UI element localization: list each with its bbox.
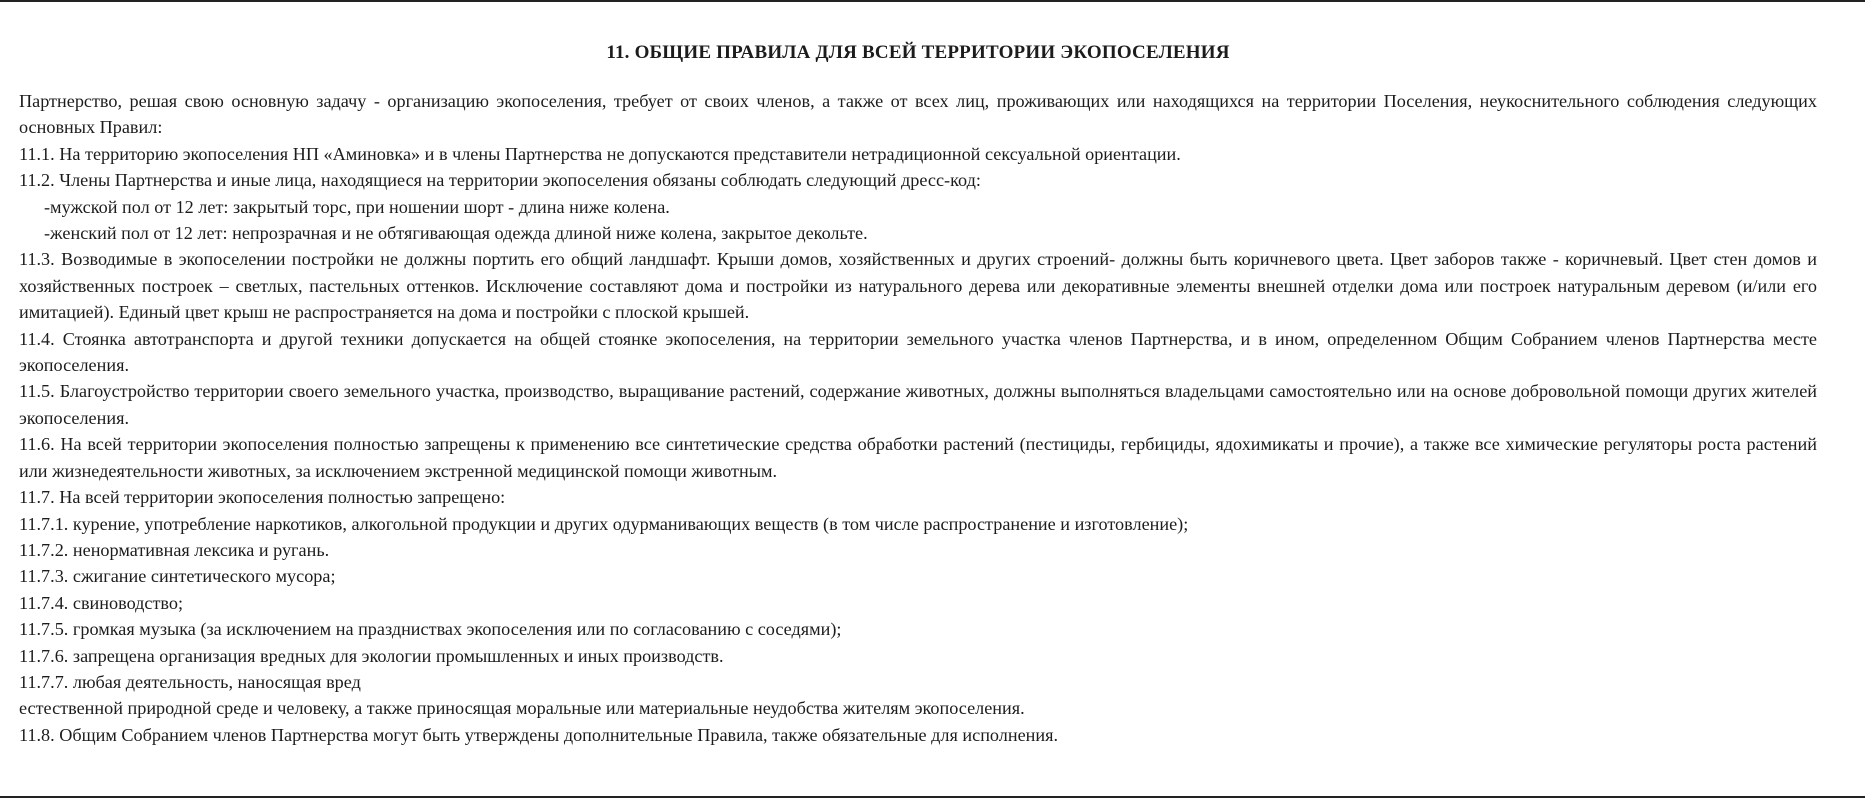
rule-11-5: 11.5. Благоустройство территории своего земельного участка, производство, выращивание растений, содержание животных, должны выполняться владельцами самостоятельно или на основе добровольной помощи других жителей экопоселения. [19,381,1817,428]
rule-11-6: 11.6. На всей территории экопоселения полностью запрещены к применению все синтетические средства обработки растений (пестициды, гербициды, ядохимикаты и прочие), а также все химические регуляторы роста растений или жизнедеятельности животных, за исключением экстренной медицинской помощи животным. [19,434,1817,481]
rule-11-7: 11.7. На всей территории экопоселения полностью запрещено: [19,487,506,508]
rule-11-7-2: 11.7.2. ненормативная лексика и ругань. [19,539,330,560]
dress-code-female: -женский пол от 12 лет: непрозрачная и не обтягивающая одежда длиной ниже колена, закрытое декольте. [44,223,868,244]
rule-11-7-7-continued: естественной природной среде и человеку, а также приносящая моральные или материальные неудобства жителям экопоселения. [19,698,1025,719]
dress-code-male: -мужской пол от 12 лет: закрытый торс, при ношении шорт - длина ниже колена. [44,196,670,217]
rule-11-2: 11.2. Члены Партнерства и иные лица, находящиеся на территории экопоселения обязаны соблюдать следующий дресс-код: [19,170,981,191]
rule-11-7-7: 11.7.7. любая деятельность, наносящая вред [19,671,361,692]
rule-11-7-1: 11.7.1. курение, употребление наркотиков, алкогольной продукции и других одурманивающих веществ (в том числе распространение и изготовление); [19,513,1189,534]
rule-11-4: 11.4. Стоянка автотранспорта и другой техники допускается на общей стоянке экопоселения, на территории земельного участка членов Партнерства, и в ином, определенном Общим Собранием членов Партнерства месте экопоселения. [19,328,1817,376]
rule-11-7-5: 11.7.5. громкая музыка (за исключением на праздниствах экопоселения или по согласованию с соседями); [19,619,842,640]
rule-11-7-4: 11.7.4. свиноводство; [19,592,184,613]
intro-paragraph: Партнерство, решая свою основную задачу - организацию экопоселения, требует от своих членов, а также от всех лиц, проживающих или находящихся на территории Поселения, неукоснительного соблюдения следующих основных Правил: [19,91,1817,138]
document-body [19,40,1817,748]
rule-11-3: 11.3. Возводимые в экопоселении постройки не должны портить его общий ландшафт. Крыши домов, хозяйственных и других строений- должны быть коричневого цвета. Цвет заборов также - коричневый. Цвет стен домов и хозяйственных построек – светлых, пастельных оттенков. Исключение составляют дома и постройки из натурального дерева или декоративные элементы внешней отделки дома или построек натуральным деревом (и/или его имитацией). Единый цвет крыш не распространяется на дома и постройки с плоской крышей. [19,249,1817,323]
rule-11-7-6: 11.7.6. запрещена организация вредных для экологии промышленных и иных производств. [19,645,724,666]
rule-11-8: 11.8. Общим Собранием членов Партнерства могут быть утверждены дополнительные Правила, также обязательные для исполнения. [19,724,1059,745]
document-title: 11. ОБЩИЕ ПРАВИЛА ДЛЯ ВСЕЙ ТЕРРИТОРИИ ЭКОПОСЕЛЕНИЯ [606,42,1230,63]
rule-11-7-3: 11.7.3. сжигание синтетического мусора; [19,566,336,587]
rule-11-1: 11.1. На территорию экопоселения НП «Аминовка» и в члены Партнерства не допускаются представители нетрадиционной сексуальной ориентации. [19,143,1181,164]
